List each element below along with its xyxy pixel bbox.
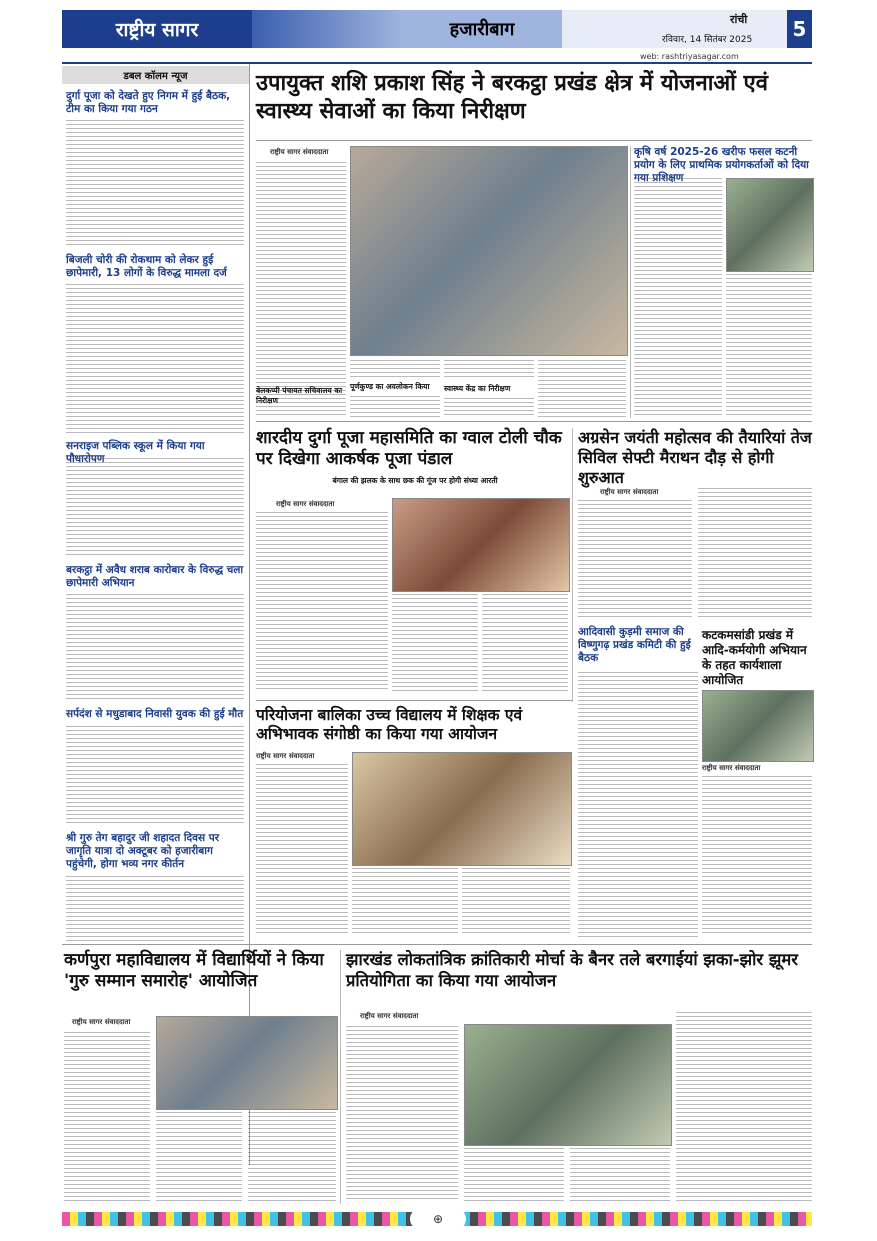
side-story-body-2 [634,290,722,417]
agrasen-body-col1 [578,500,692,620]
side-story-photo [726,178,814,272]
side-story-body-3 [726,274,812,417]
side-story-headline: कृषि वर्ष 2025-26 खरीफ फसल कटनी प्रयोग के लिए प्राथमिक प्रयोगकर्ताओं को दिया गया प्रशिक्षण [634,146,809,185]
adivasi-body [578,672,698,937]
jharkhand-photo [464,1024,672,1146]
edition-date: रविवार, 14 सितंबर 2025 [662,35,753,45]
sidebar-item-title: दुर्गा पूजा को देखते हुए निगम में हुई बैठक, टीम का किया गया गठन [66,90,231,115]
durga-photo [392,498,570,592]
vertical-divider [340,950,341,1204]
sidebar-item-body [66,726,244,826]
divider [256,140,812,141]
katkamsandi-photo [702,690,814,762]
karnpura-body-col2 [156,1112,242,1202]
durga-headline: शारदीय दुर्गा पूजा महासमिति का ग्वाल टोली चौक पर दिखेगा आकर्षक पूजा पंडाल [256,428,562,470]
jharkhand-body-col1 [346,1026,458,1202]
masthead [0,0,877,64]
pariyojana-body-col2 [352,868,458,936]
vertical-divider [630,146,631,418]
durga-subhead: बंगाल की झलक के साथ छक की गूंज पर होगी संध्या आरती [332,476,498,485]
pariyojana-body-col3 [462,868,570,936]
adivasi-headline: आदिवासी कुड़मी समाज की विष्णुगढ़ प्रखंड कमिटी की हुई बैठक [578,626,691,665]
durga-byline: राष्ट्रीय सागर संवाददाता [276,500,335,508]
divider [62,944,812,945]
sidebar-item-body [66,284,244,434]
website: web: rashtriyasagar.com [640,52,739,61]
lead-body-col3b [444,398,534,417]
footer-ornament-icon: ⊕ [410,1208,466,1230]
karnpura-body-col3 [248,1112,336,1202]
sidebar-item-body [66,594,244,702]
lead-byline: राष्ट्रीय सागर संवाददाता [270,148,329,156]
agrasen-body-col2 [698,488,812,618]
sidebar-item-title: बरकट्ठा में अवैध शराब कारोबार के विरुद्ध चला छापेमारी अभियान [66,564,244,589]
masthead-pattern [252,10,402,48]
sidebar-item-body [66,458,244,558]
agrasen-headline: अग्रसेन जयंती महोत्सव की तैयारियां तेज सिविल सेफ्टी मैराथन दौड़ से होगी शुरुआत [578,428,812,487]
sidebar-section-label: डबल कॉलम न्यूज [62,66,249,84]
pariyojana-headline: परियोजना बालिका उच्च विद्यालय में शिक्षक एवं अभिभावक संगोष्ठी का किया गया आयोजन [256,706,523,744]
lead-subhead: पूर्णकुण्ड का अवलोकन किया [350,382,430,391]
sidebar-item-title: श्री गुरु तेग बहादुर जी शहादत दिवस पर जागृति यात्रा दो अक्टूबर को हजारीबाग पहुंचेगी, होगा भव्य नगर कीर्तन [66,832,219,870]
karnpura-body-col1 [64,1032,150,1202]
karnpura-photo [156,1016,338,1110]
katkamsandi-byline: राष्ट्रीय सागर संवाददाता [702,764,761,772]
paper-name: राष्ट्रीय सागर [62,10,252,48]
karnpura-headline: कर्णपुरा महाविद्यालय में विद्यार्थियों ने किया 'गुरु सम्मान समारोह' आयोजित [64,950,324,992]
sidebar-item-title: बिजली चोरी की रोकथाम को लेकर हुई छापेमारी, 13 लोगों के विरुद्ध मामला दर्ज [66,254,227,279]
durga-body-col2 [392,594,478,692]
lead-body-col3 [444,360,534,380]
lead-subhead: स्वास्थ्य केंद्र का निरीक्षण [444,384,511,393]
lead-body-col2b [350,396,440,417]
sidebar-item-body [66,120,244,248]
durga-body-col1 [256,512,388,692]
city-edition: हजारीबाग [402,10,562,48]
lead-photo [350,146,628,356]
karnpura-byline: राष्ट्रीय सागर संवाददाता [72,1018,131,1026]
katkamsandi-body [702,776,812,936]
agrasen-byline: राष्ट्रीय सागर संवाददाता [600,488,659,496]
lead-headline: उपायुक्त शशि प्रकाश सिंह ने बरकट्ठा प्रखंड क्षेत्र में योजनाओं एवं स्वास्थ्य सेवाओं का किया निरीक्षण [256,71,768,124]
durga-body-col3 [482,594,568,692]
divider [256,700,572,701]
sidebar-item-title: सर्पदंश से मधुडाबाद निवासी युवक की हुई मौत [66,708,244,720]
jharkhand-body-col2 [464,1148,564,1202]
side-story-body [634,178,722,288]
edition-place: रांची [730,13,748,26]
pariyojana-byline: राष्ट्रीय सागर संवाददाता [256,752,315,760]
jharkhand-body-col3 [570,1148,670,1202]
lead-body-col4 [538,360,626,417]
jharkhand-body-col4 [676,1012,812,1202]
page-number: 5 [787,10,812,48]
jharkhand-byline: राष्ट्रीय सागर संवाददाता [360,1012,419,1020]
lead-body-col1 [256,162,346,417]
sidebar-item-body [66,876,244,946]
pariyojana-photo [352,752,572,866]
sidebar-item-title: सनराइज पब्लिक स्कूल में किया गया पौधारोपण [66,440,205,465]
pariyojana-body-col1 [256,764,348,936]
divider [256,421,812,422]
vertical-divider [572,428,573,702]
katkamsandi-headline: कटकमसांडी प्रखंड में आदि-कर्मयोगी अभियान के तहत कार्यशाला आयोजित [702,628,807,687]
lead-body-col2 [350,360,440,380]
jharkhand-headline: झारखंड लोकतांत्रिक क्रांतिकारी मोर्चा के बैनर तले बरगाईयां झका-झोर झूमर प्रतियोगिता का किया गया आयोजन [346,950,798,990]
lead-subhead: बेलकप्पी पंचायत सचिवालय का निरीक्षण [256,386,343,405]
